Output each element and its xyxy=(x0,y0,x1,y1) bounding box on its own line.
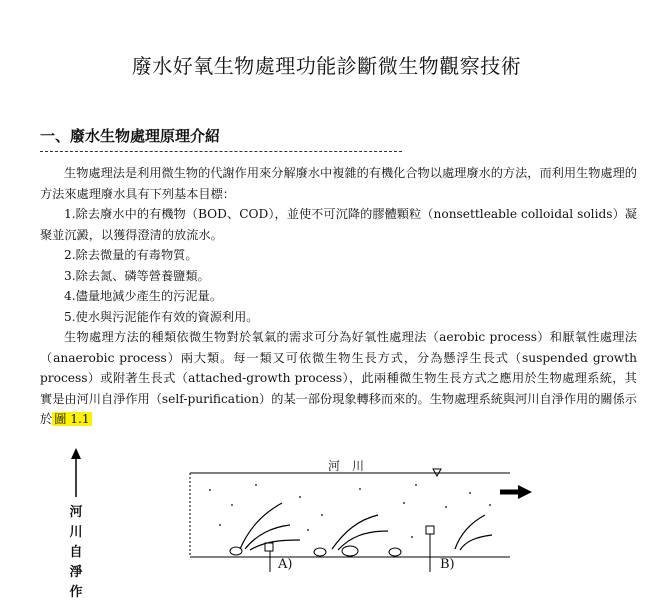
goal-item-1: 1.除去廢水中的有機物（BOD、COD），並使不可沉降的膠體顆粒（nonsettleable colloidal solids）凝聚並沉澱，以獲得澄清的放流水。 xyxy=(40,207,637,242)
body-text xyxy=(40,163,637,430)
aquatic-plant xyxy=(250,540,300,550)
vertical-axis-label: 河川自淨作 xyxy=(69,505,83,600)
goal-item-4: 4.儘量地減少產生的污泥量。 xyxy=(64,289,222,303)
river-label: 河川 xyxy=(328,459,377,473)
intro-paragraph: 生物處理法是利用微生物的代謝作用來分解廢水中複雜的有機化合物以處理廢水的方法，而利用生物處理的方法來處理廢水具有下列基本目標： xyxy=(40,166,637,201)
sample-box-b xyxy=(426,526,434,534)
section-divider xyxy=(40,151,402,152)
label-b: B) xyxy=(440,557,455,572)
flow-arrowhead xyxy=(518,485,532,499)
sample-box-a xyxy=(265,543,273,551)
section-heading: 一、廢水生物處理原理介紹 xyxy=(40,127,221,145)
document-title: 廢水好氧生物處理功能診斷微生物觀察技術 xyxy=(131,54,522,78)
process-paragraph xyxy=(40,327,637,430)
aquatic-plant xyxy=(240,503,282,549)
pebble xyxy=(342,546,358,556)
figure-reference-link[interactable]: 圖 1.1 xyxy=(54,412,90,426)
goal-item-2: 2.除去微量的有毒物質。 xyxy=(64,248,198,262)
label-a: A) xyxy=(278,557,293,572)
aquatic-plant xyxy=(460,535,492,550)
goal-item-5: 5.使水與污泥能作有效的資源利用。 xyxy=(64,309,259,324)
pebble xyxy=(314,548,326,556)
goal-item-3: 3.除去氮、磷等營養鹽類。 xyxy=(64,268,210,283)
process-paragraph-text: 生物處理方法的種類依微生物對於氧氣的需求可分為好氧性處理法（aerobic process）和厭氧性處理法（anaerobic process）兩大類。每一類又可依微生物生長方式，分為懸浮生長式（suspended growth process）或附著生長式（attached-growth process），此兩種微生物生長方式之應用於生物處理系統，其實是由河川自淨作用（self-purification）的某一部份現象轉移而來的。生物處理系統與河川自淨作用的關係示於 xyxy=(40,330,637,426)
pebble xyxy=(389,548,401,556)
aquatic-plant xyxy=(455,515,485,549)
vertical-arrowhead xyxy=(71,448,81,459)
figure-river-self-purification xyxy=(60,445,635,600)
